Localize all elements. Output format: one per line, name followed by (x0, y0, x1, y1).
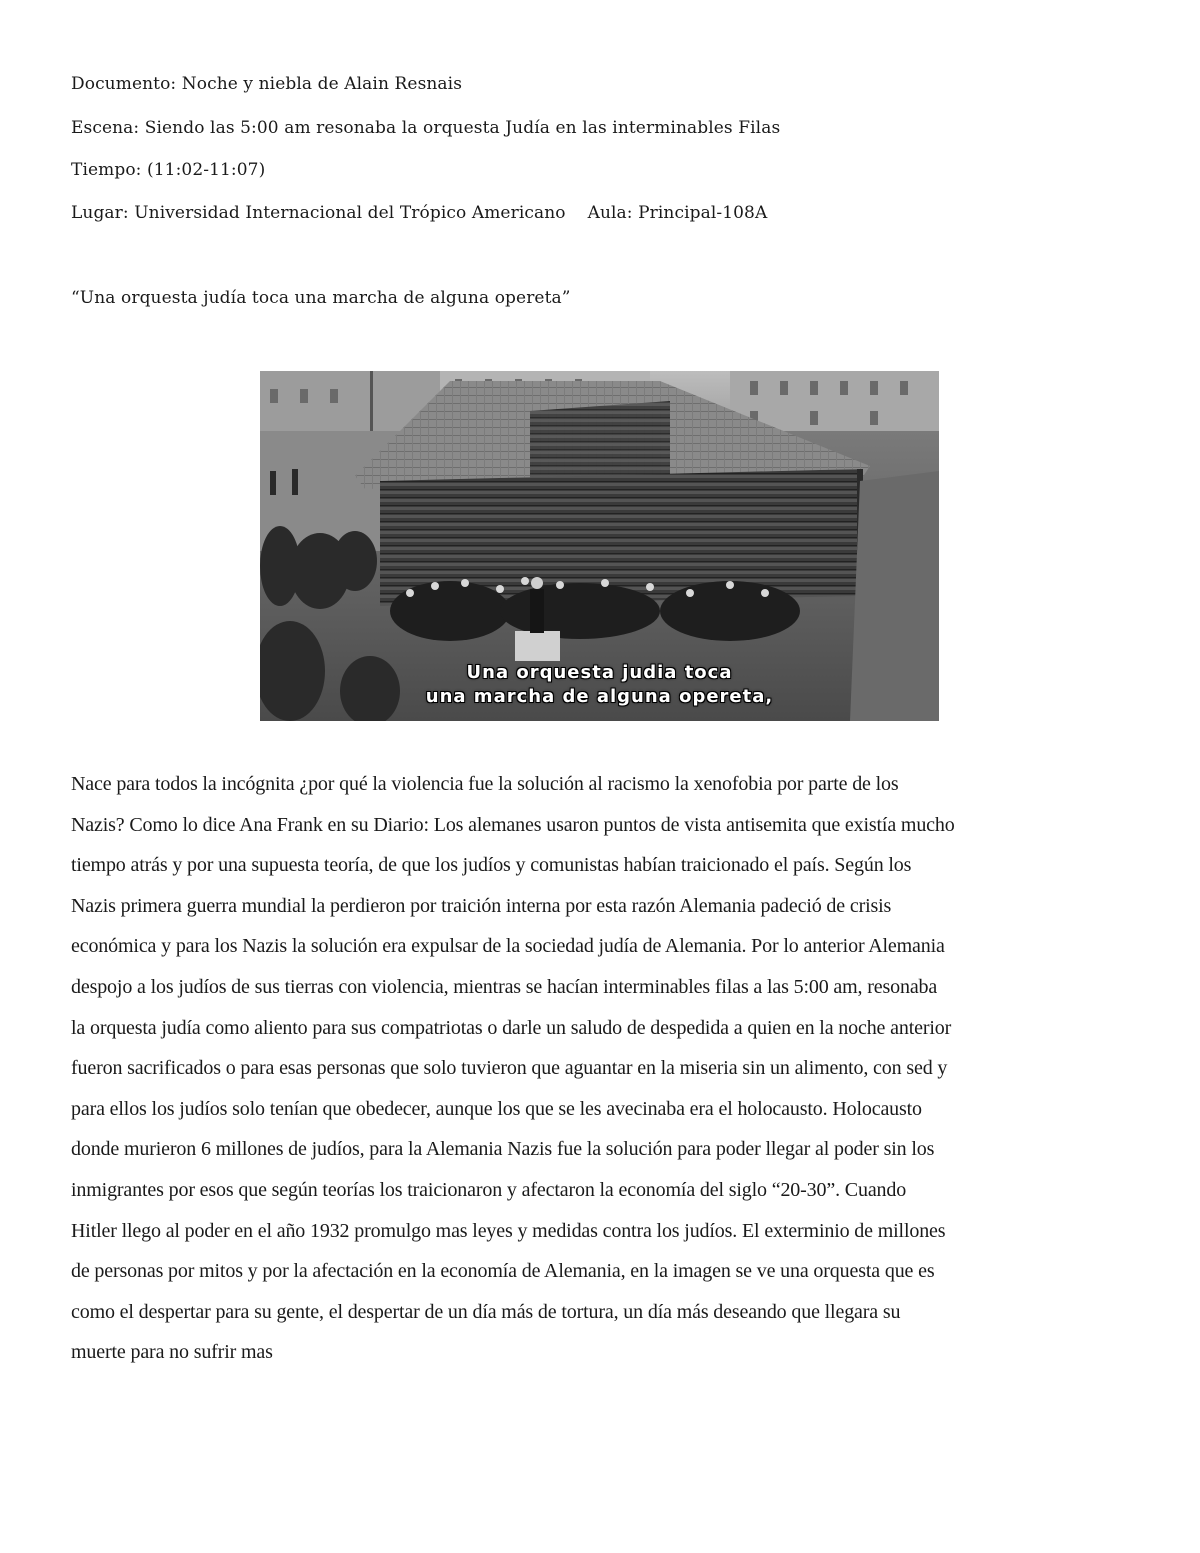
film-still-image (260, 371, 939, 721)
body-line: inmigrantes por esos que según teorías los traicionaron y afectaron la economía del siglo “20-30”. Cuando (71, 1178, 907, 1201)
body-line: fueron sacrificados o para esas personas que solo tuvieron que aguantar en la miseria sin un alimento, con sed y (71, 1057, 948, 1080)
scene-quote: “Una orquesta judía toca una marcha de alguna opereta” (71, 288, 571, 308)
time-line: Tiempo: (11:02-11:07) (71, 160, 266, 180)
scene-line: Escena: Siendo las 5:00 am resonaba la orquesta Judía en las interminables Filas (71, 118, 781, 138)
classroom-text: Aula: Principal-108A (587, 203, 768, 223)
body-line: Hitler llego al poder en el año 1932 promulgo mas leyes y medidas contra los judíos. El exterminio de millones (71, 1219, 946, 1242)
body-line: Nazis? Como lo dice Ana Frank en su Diario: Los alemanes usaron puntos de vista antisemita que existía mucho (71, 813, 955, 836)
document-title-line: Documento: Noche y niebla de Alain Resnais (71, 74, 463, 94)
body-line: como el despertar para su gente, el despertar de un día más de tortura, un día más deseando que llegara su (71, 1300, 901, 1323)
place-text: Lugar: Universidad Internacional del Trópico Americano (71, 203, 566, 223)
body-line: para ellos los judíos solo tenían que obedecer, aunque los que se les avecinaba era el holocausto. Holocausto (71, 1097, 922, 1120)
body-line: Nazis primera guerra mundial la perdieron por traición interna por esta razón Alemania padeció de crisis (71, 894, 892, 917)
body-line: económica y para los Nazis la solución era expulsar de la sociedad judía de Alemania. Por lo anterior Alemania (71, 935, 945, 958)
body-line: de personas por mitos y por la afectación en la economía de Alemania, en la imagen se ve una orquesta que es (71, 1260, 935, 1283)
body-line: tiempo atrás y por una supuesta teoría, de que los judíos y comunistas habían traicionado el país. Según los (71, 854, 912, 877)
body-line: despojo a los judíos de sus tierras con violencia, mientras se hacían interminables filas a las 5:00 am, resonaba (71, 975, 938, 998)
body-line: Nace para todos la incógnita ¿por qué la violencia fue la solución al racismo la xenofobia por parte de los (71, 773, 899, 795)
body-paragraph (71, 764, 1141, 1373)
subtitle-line-2: una marcha de alguna opereta, (425, 686, 774, 707)
subtitle-line-1: Una orquesta judia toca (466, 662, 733, 683)
place-line (71, 203, 767, 223)
body-line: muerte para no sufrir mas (71, 1341, 273, 1364)
body-line: la orquesta judía como aliento para sus compatriotas o darle un saludo de despedida a quien en la noche anterior (71, 1016, 952, 1039)
body-line: donde murieron 6 millones de judíos, para la Alemania Nazis fue la solución para poder llegar al poder sin los (71, 1138, 935, 1161)
